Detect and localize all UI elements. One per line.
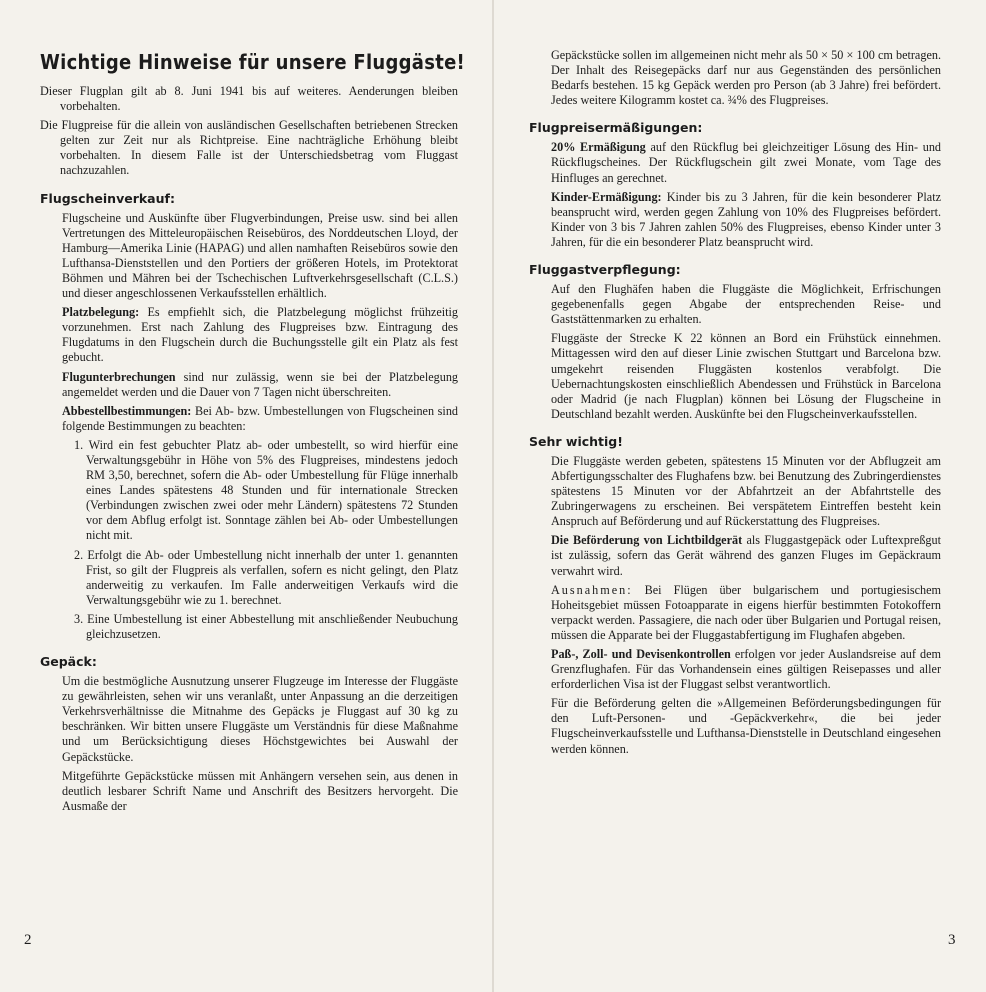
lichtbild-paragraph: [529, 533, 941, 578]
abbestell-label: Abbestellbestimmungen:: [62, 403, 192, 418]
abbestell-item-1: 1. Wird ein fest gebuchter Platz ab- oder umbestellt, so wird hierfür eine Verwaltungsgebühr in Höhe von 5% des Flugpreises, mindestens jedoch RM 3,50, berechnet, sofern die Ab- oder Umbestellung für Flüge innerhalb eines Landes spätestens 48 Stunden und für internationale Strecken (Verbindungen zwischen zwei oder mehr Ländern) spätestens 72 Stunden vor dem Abflug erfolgt ist. Sonntage zählen bei Ab- oder Umbestellungen nicht mit.: [74, 437, 458, 543]
lichtbild-text: als Fluggastgepäck oder Luftexpreßgut ist zulässig, sofern das Gerät während des ganzen Fluges im Gepäckraum verwahrt wird.: [551, 533, 941, 578]
intro-paragraph-2: Die Flugpreise für die allein von ausländischen Gesellschaften betriebenen Strecken gelten zur Zeit nur als Richtpreise. Eine nachträgliche Erhöhung bleibt vorbehalten. In diesem Falle ist der Unterschiedsbetrag vom Fluggast nachzuzahlen.: [40, 118, 458, 178]
flugunterbrechungen-label: Flugunterbrechungen: [62, 369, 176, 384]
gepaeck-continued-text: Gepäckstücke sollen im allgemeinen nicht mehr als 50 × 50 × 100 cm betragen. Der Inhalt des Reisegepäcks darf nur aus Gegenständen des persönlichen Bedarfs bestehen. 15 kg Gepäck werden pro Person (ab 3 Jahre) frei befördert. Jedes weitere Kilogramm kostet ca. ¾% des Flugpreises.: [551, 48, 941, 108]
heading-fluggastverpflegung: Fluggastverpflegung:: [529, 262, 681, 278]
flugunterbrechungen-paragraph: [40, 370, 458, 400]
platzbelegung-label: Platzbelegung:: [62, 305, 140, 320]
verpflegung-text-2: Fluggäste der Strecke K 22 können an Bord ein Frühstück einnehmen. Mittagessen wird den auf dieser Linie zwischen Stuttgart und Barcelona bzw. umgekehrt reisenden Fluggästen kostenlos verabfolgt. Die Uebernachtungskosten einschließlich Abendessen und Frühstück in Barcelona oder Madrid (je nach Flugplan) können bei Lösung der Flugscheine in Deutschland bezahlt werden. Auskünfte bei den Flugscheinverkaufsstellen.: [551, 331, 941, 421]
ermaessigung-label: 20% Ermäßigung: [551, 140, 646, 155]
verpflegung-text-1: Auf den Flughäfen haben die Fluggäste die Möglichkeit, Erfrischungen gegebenenfalls gegen Abgabe der entsprechenden Reise- und Gaststättenmarken zu erhalten.: [551, 282, 941, 327]
heading-gepaeck: Gepäck:: [40, 654, 97, 670]
kinder-text: Kinder bis zu 3 Jahren, für die kein besonderer Platz beansprucht wird, werden gegen Zahlung von 10% des Flugpreises befördert. Kinder von 3 bis 7 Jahren zahlen 50% des Flugpreises, ebenso Kinder unter 3 Jahren, für die ein besonderer Platz beansprucht wird.: [551, 189, 942, 249]
abbestell-item-3: 3. Eine Umbestellung ist einer Abbestellung mit anschließender Neubuchung gleichzusetzen.: [74, 611, 458, 641]
heading-flugscheinverkauf: Flugscheinverkauf:: [40, 190, 175, 206]
right-page: [493, 0, 986, 992]
ausnahmen-label: Ausnahmen:: [551, 582, 633, 597]
page-number-left: 2: [24, 932, 32, 948]
lichtbild-label: Die Beförderung von Lichtbildgerät: [551, 533, 743, 548]
ermaessigung-text: auf den Rückflug bei gleichzeitiger Lösung des Hin- und Rückflugscheines. Der Rückflugschein gilt zwei Monate, vom Tage des Hinfluges an gerechnet.: [551, 140, 942, 185]
ermaessigung-paragraph: [529, 140, 941, 185]
flugscheinverkauf-text: Flugscheine und Auskünfte über Flugverbindungen, Preise usw. sind bei allen Vertretungen des Mitteleuropäischen Reisebüros, des Norddeutschen Lloyd, der Hamburg—Amerika Linie (HAPAG) und allen namhaften Reisebüros sowie den Lufthansa-Dienststellen und den Portiers der größeren Hotels, im Protektorat Böhmen und Mähren bei der Tschechischen Luftverkehrsgesellschaft (C.L.S.) und dieser angeschlossenen Verkaufsstellen erhältlich.: [62, 210, 458, 301]
pass-text: erfolgen vor jeder Auslandsreise auf dem Grenzflughafen. Für das Vorhandensein eines gültigen Reisepasses und aller erforderlichen Visa ist der Fluggast selbst verantwortlich.: [551, 647, 942, 692]
right-column: [529, 48, 941, 761]
platzbelegung-paragraph: [40, 305, 458, 365]
flugunterbrechungen-text: sind nur zulässig, wenn sie bei der Platzbelegung angemeldet werden und die Dauer von 7 Tagen nicht überschreiten.: [62, 369, 459, 399]
pass-label: Paß-, Zoll- und Devisenkontrollen: [551, 647, 731, 661]
abbestell-item-2: 2. Erfolgt die Ab- oder Umbestellung nicht innerhalb der unter 1. genannten Frist, so gilt der Flugpreis als verfallen, sofern es nicht gelingt, den Platz anderweitig zu verkaufen. Im Falle anderweitigen Verkaufs wird die Verwaltungsgebühr wie zu 1. berechnet.: [74, 547, 458, 607]
intro-paragraph-1: Dieser Flugplan gilt ab 8. Juni 1941 bis auf weiteres. Aenderungen bleiben vorbehalten.: [40, 84, 458, 114]
pass-paragraph: [529, 647, 941, 692]
page-title: Wichtige Hinweise für unsere Fluggäste!: [40, 50, 466, 74]
kinder-label: Kinder-Ermäßigung:: [551, 189, 662, 204]
abbestell-paragraph: [40, 404, 458, 434]
heading-flugpreisermaessigungen: Flugpreisermäßigungen:: [529, 120, 703, 136]
page-number-right: 3: [948, 932, 956, 948]
bedingungen-text: Für die Beförderung gelten die »Allgemeinen Beförderungsbedingungen für den Luft-Personen- und -Gepäckverkehr«, die bei jeder Flugscheinverkaufsstelle und Lufthansa-Dienststelle in Deutschland eingesehen werden können.: [551, 696, 941, 756]
gepaeck-text-2: Mitgeführte Gepäckstücke müssen mit Anhängern versehen sein, aus denen in deutlich lesbarer Schrift Name und Anschrift des Besitzers hervorgeht. Die Ausmaße der: [62, 768, 458, 813]
gepaeck-text-1: Um die bestmögliche Ausnutzung unserer Flugzeuge im Interesse der Fluggäste zu gewährleisten, sehen wir uns veranlaßt, unter Anpassung an die derzeitigen Verkehrsverhältnisse die Mitnahme des Gepäcks je Fluggast auf 30 kg zu beschränken. Wir bitten unsere Fluggäste um Verständnis für diese Maßnahme und um Berücksichtigung dieses Höchstgewichtes bei Auswahl der Gepäckstücke.: [62, 674, 458, 764]
ausnahmen-text: Bei Flügen über bulgarischem und portugiesischem Hoheitsgebiet müssen Fotoapparate in eigens hierfür bestimmten Fotokoffern verpackt werden. Passagiere, die nach oder über Bulgarien und Portugal reisen, müssen die Apparate bei der Fluggastabfertigung im Flughafen abgeben.: [551, 582, 941, 642]
abbestell-text: Bei Ab- bzw. Umbestellungen von Flugscheinen sind folgende Bestimmungen zu beachten:: [62, 403, 459, 433]
platzbelegung-text: Es empfiehlt sich, die Platzbelegung möglichst frühzeitig vorzunehmen. Erst nach Zahlung des Flugpreises bzw. Eintragung des Flugdatums in den Flugschein durch die Buchungsstelle gilt ein Platz als fest gebucht.: [62, 305, 458, 365]
heading-sehr-wichtig: Sehr wichtig!: [529, 433, 623, 449]
left-column: [40, 50, 466, 818]
ausnahmen-paragraph: [529, 583, 941, 643]
kinder-paragraph: [529, 190, 941, 250]
wichtig-text: Die Fluggäste werden gebeten, spätestens 15 Minuten vor der Abflugzeit am Abfertigungsschalter des Flughafens bzw. bei Benutzung des Zubringerdienstes spätestens 15 Minuten vor der Abfahrtzeit an der Abfahrtstelle des Zubringerwagens zu erscheinen. Bei verspätetem Eintreffen besteht kein Anspruch auf Beförderung und auf Rückerstattung des Flugpreises.: [551, 453, 941, 529]
